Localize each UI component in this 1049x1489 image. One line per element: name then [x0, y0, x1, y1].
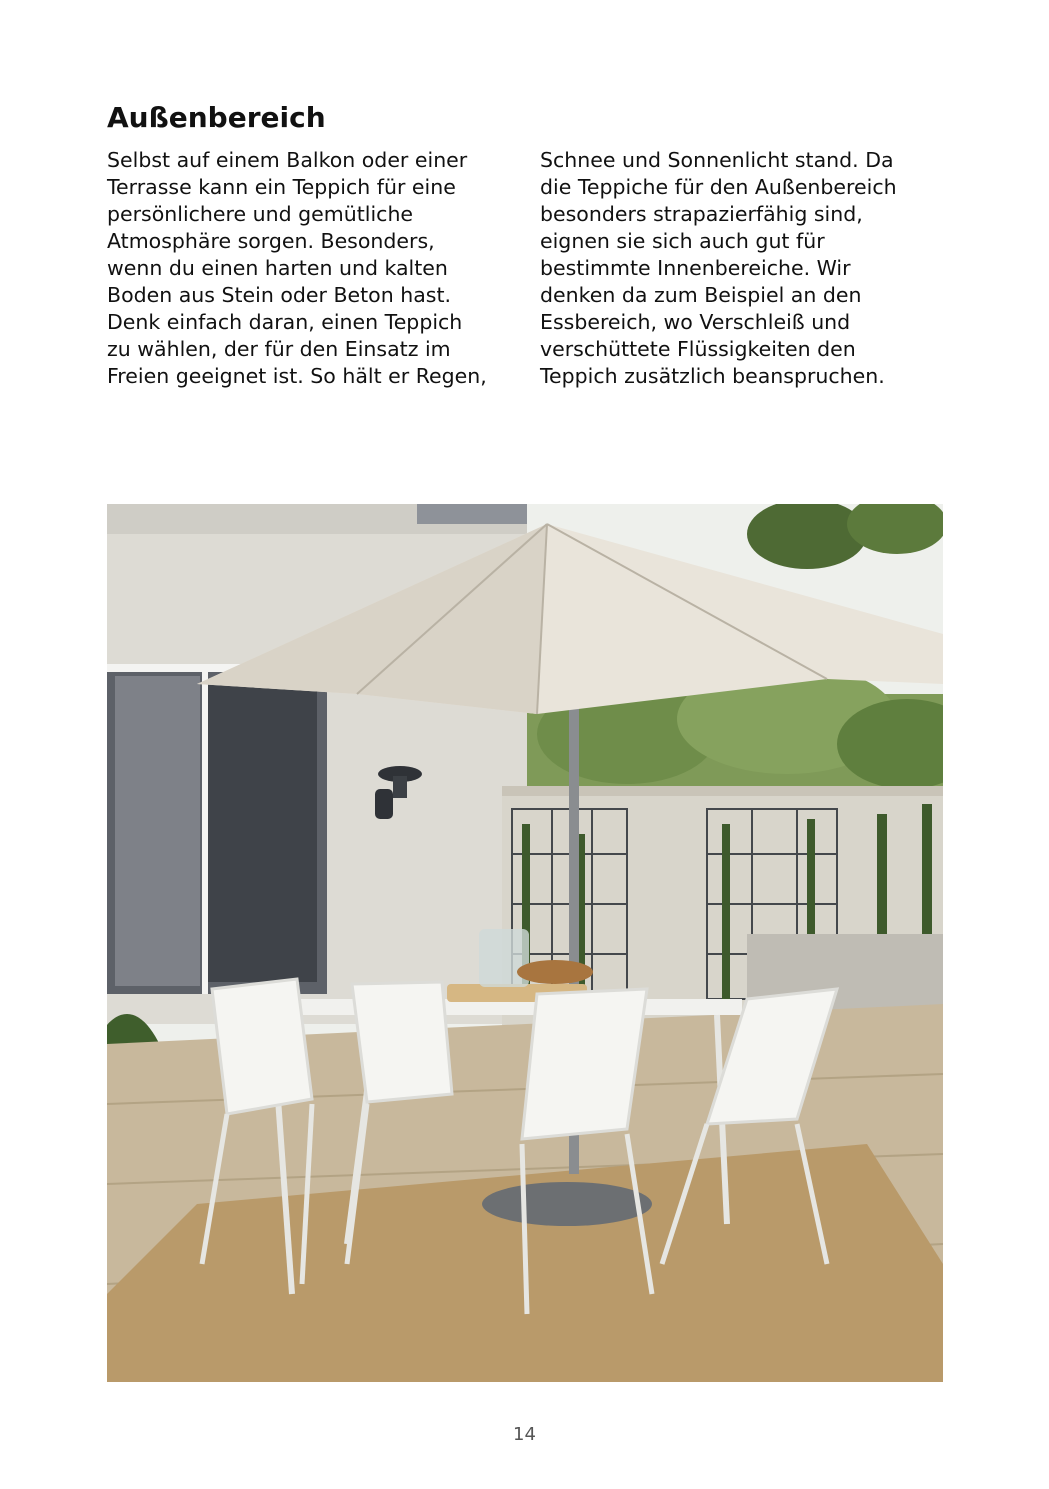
- text-line: Denk einfach daran, einen Teppich: [107, 310, 463, 334]
- text-line: eignen sie sich auch gut für: [540, 229, 825, 253]
- text-line: verschüttete Flüssigkeiten den: [540, 337, 856, 361]
- text-line: denken da zum Beispiel an den: [540, 283, 862, 307]
- text-line: Boden aus Stein oder Beton hast.: [107, 283, 452, 307]
- text-line: Freien geeignet ist. So hält er Regen,: [107, 364, 487, 388]
- text-line: Terrasse kann ein Teppich für eine: [107, 175, 456, 199]
- text-line: Teppich zusätzlich beanspruchen.: [540, 364, 885, 388]
- text-line: Atmosphäre sorgen. Besonders,: [107, 229, 435, 253]
- text-line: zu wählen, der für den Einsatz im: [107, 337, 451, 361]
- text-column-right: [540, 147, 945, 390]
- text-line: die Teppiche für den Außenbereich: [540, 175, 897, 199]
- patio-scene-illustration: [107, 504, 943, 1382]
- page-number: 14: [513, 1424, 536, 1445]
- text-line: Schnee und Sonnenlicht stand. Da: [540, 148, 894, 172]
- text-line: bestimmte Innenbereiche. Wir: [540, 256, 851, 280]
- text-line: Essbereich, wo Verschleiß und: [540, 310, 851, 334]
- patio-photo: [107, 504, 943, 1382]
- text-line: Selbst auf einem Balkon oder einer: [107, 148, 468, 172]
- text-column-left: [107, 147, 512, 390]
- text-line: besonders strapazierfähig sind,: [540, 202, 863, 226]
- text-line: persönlichere und gemütliche: [107, 202, 414, 226]
- text-line: wenn du einen harten und kalten: [107, 256, 448, 280]
- section-heading: Außenbereich: [107, 101, 326, 134]
